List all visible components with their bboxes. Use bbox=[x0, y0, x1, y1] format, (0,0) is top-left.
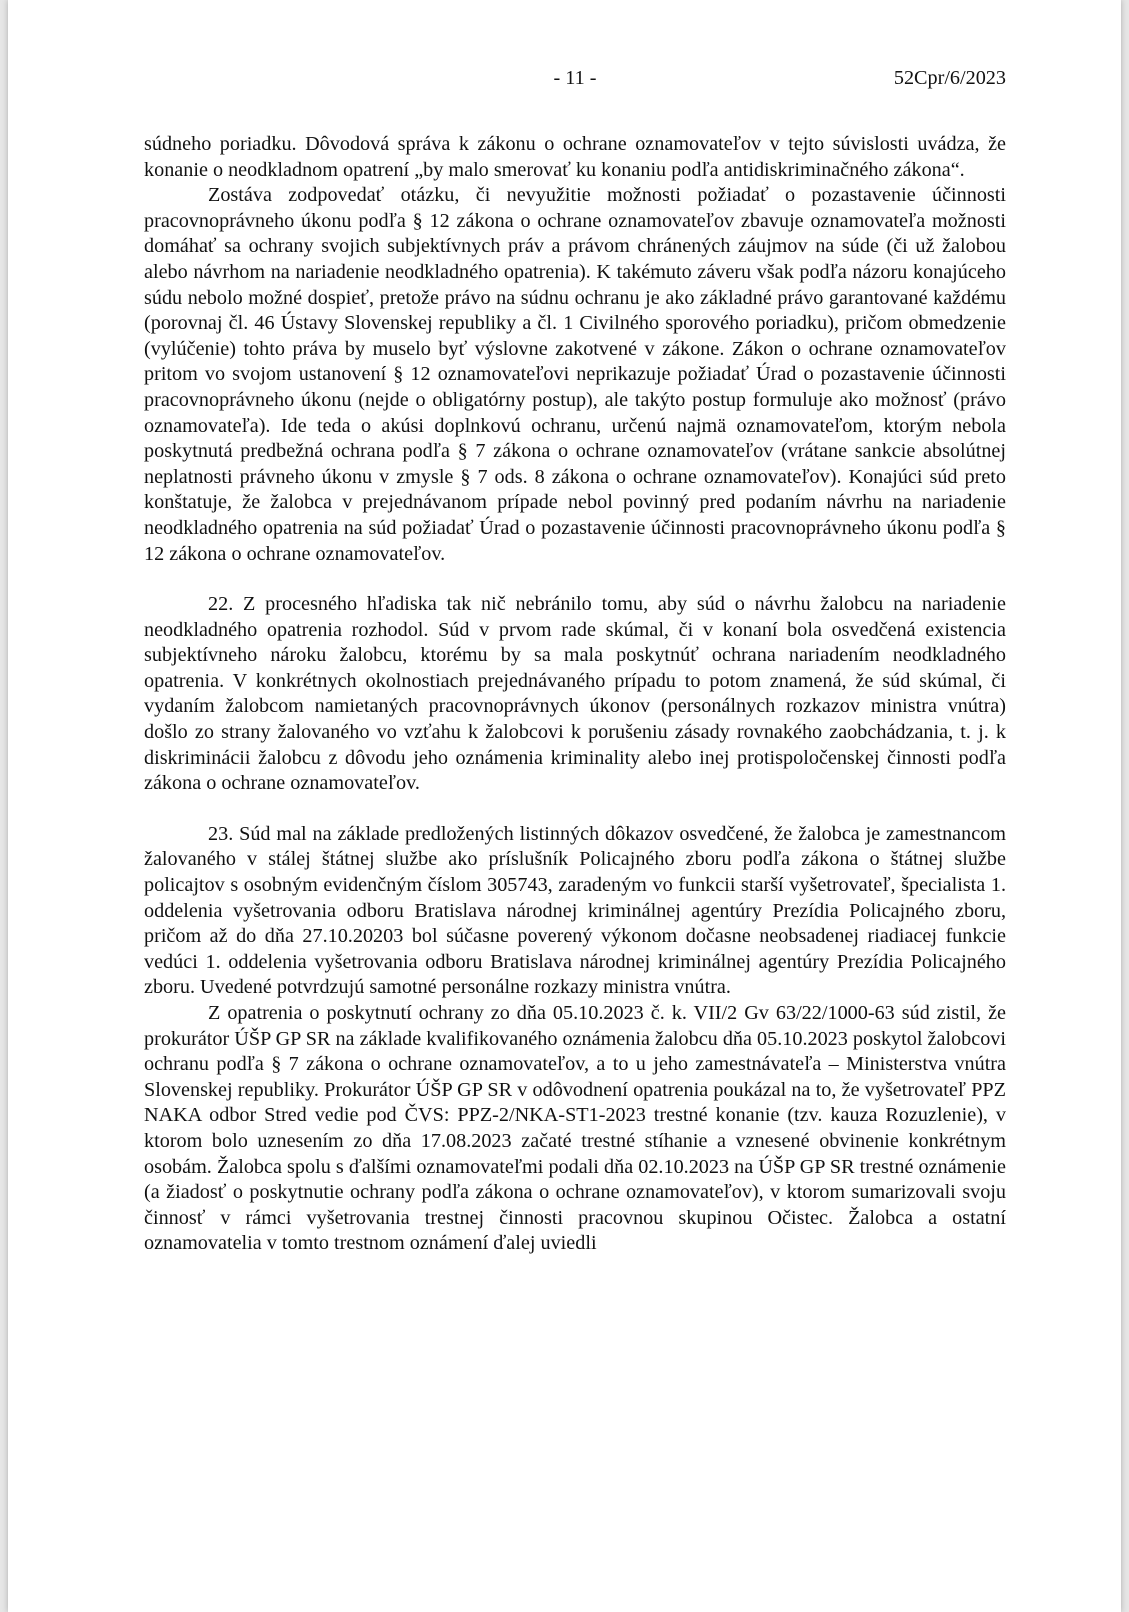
document-body bbox=[144, 132, 1006, 1257]
page-header bbox=[144, 66, 1006, 92]
paragraph-continuation: súdneho poriadku. Dôvodová správa k zákonu o ochrane oznamovateľov v tejto súvislosti uvádza, že konanie o neodkladnom opatrení „by malo smerovať ku konaniu podľa antidiskriminačného zákona“. bbox=[144, 133, 1006, 181]
page-number: - 11 - bbox=[553, 67, 597, 89]
paragraph-21-continued: Zostáva zodpovedať otázku, či nevyužitie možnosti požiadať o pozastavenie účinnosti pracovnoprávneho úkonu podľa § 12 zákona o ochrane oznamovateľov zbavuje oznamovateľa možnosti domáhať sa ochrany svojich subjektívnych práv a právom chránených záujmov na súde (či už žalobou alebo návrhom na nariadenie neodkladného opatrenia). K takémuto záveru však podľa názoru konajúceho súdu nebolo možné dospieť, pretože právo na súdnu ochranu je ako základné právo garantované každému (porovnaj čl. 46 Ústavy Slovenskej republiky a čl. 1 Civilného sporového poriadku), pričom obmedzenie (vylúčenie) tohto práva by muselo byť výslovne zakotvené v zákone. Zákon o ochrane oznamovateľov pritom vo svojom ustanovení § 12 oznamovateľovi neprikazuje požiadať Úrad o pozastavenie účinnosti pracovnoprávneho úkonu (nejde o obligatórny postup), ale takýto postup formuluje ako možnosť (právo oznamovateľa). Ide teda o akúsi doplnkovú ochranu, určenú najmä oznamovateľom, ktorým nebola poskytnutá predbežná ochrana podľa § 7 zákona o ochrane oznamovateľov (vrátane sankcie absolútnej neplatnosti právneho úkonu v zmysle § 7 ods. 8 zákona o ochrane oznamovateľov). Konajúci súd preto konštatuje, že žalobca v prejednávanom prípade nebol povinný pred podaním návrhu na nariadenie neodkladného opatrenia na súd požiadať Úrad o pozastavenie účinnosti pracovnoprávneho úkonu podľa § 12 zákona o ochrane oznamovateľov. bbox=[144, 184, 1006, 565]
paragraph-23: 23. Súd mal na základe predložených listinných dôkazov osvedčené, že žalobca je zamestnancom žalovaného v stálej štátnej službe ako príslušník Policajného zboru podľa zákona o štátnej službe policajtov s osobným evidenčným číslom 305743, zaradeným vo funkcii starší vyšetrovateľ, špecialista 1. oddelenia vyšetrovania odboru Bratislava národnej kriminálnej agentúry Prezídia Policajného zboru, pričom až do dňa 27.10.20203 bol súčasne poverený výkonom dočasne neobsadenej riadiacej funkcie vedúci 1. oddelenia vyšetrovania odboru Bratislava národnej kriminálnej agentúry Prezídia Policajného zboru. Uvedené potvrdzujú samotné personálne rozkazy ministra vnútra. bbox=[144, 822, 1006, 999]
case-number: 52Cpr/6/2023 bbox=[893, 67, 1006, 89]
paragraph-23-continued: Z opatrenia o poskytnutí ochrany zo dňa 05.10.2023 č. k. VII/2 Gv 63/22/1000-63 súd zistil, že prokurátor ÚŠP GP SR na základe kvalifikovaného oznámenia žalobcu dňa 05.10.2023 poskytol žalobcovi ochranu podľa § 7 zákona o ochrane oznamovateľov, a to u jeho zamestnávateľa – Ministerstva vnútra Slovenskej republiky. Prokurátor ÚŠP GP SR v odôvodnení opatrenia poukázal na to, že vyšetrovateľ PPZ NAKA odbor Stred vedie pod ČVS: PPZ-2/NKA-ST1-2023 trestné konanie (tzv. kauza Rozuzlenie), v ktorom bolo uznesením zo dňa 17.08.2023 začaté trestné stíhanie a vznesené obvinenie konkrétnym osobám. Žalobca spolu s ďalšími oznamovateľmi podali dňa 02.10.2023 na ÚŠP GP SR trestné oznámenie (a žiadosť o poskytnutie ochrany podľa zákona o ochrane oznamovateľov), v ktorom sumarizovali svoju činnosť v rámci vyšetrovania trestnej činnosti pracovnou skupinou Očistec. Žalobca a ostatní oznamovatelia v tomto trestnom oznámení ďalej uviedli bbox=[144, 1002, 1006, 1255]
page-content bbox=[144, 66, 1006, 1257]
paragraph-22: 22. Z procesného hľadiska tak nič nebránilo tomu, aby súd o návrhu žalobcu na nariadenie neodkladného opatrenia rozhodol. Súd v prvom rade skúmal, či v konaní bola osvedčená existencia subjektívneho nároku žalobcu, ktorému by sa mala poskytnúť ochrana nariadením neodkladného opatrenia. V konkrétnych okolnostiach prejednávaného prípadu to potom znamená, že súd skúmal, či vydaním žalobcom namietaných pracovnoprávnych úkonov (personálnych rozkazov ministra vnútra) došlo zo strany žalovaného vo vzťahu k žalobcovi k porušeniu zásady rovnakého zaobchádzania, t. j. k diskriminácii žalobcu z dôvodu jeho oznámenia kriminality alebo inej protispoločenskej činnosti podľa zákona o ochrane oznamovateľov. bbox=[144, 593, 1006, 795]
document-page bbox=[8, 0, 1121, 1612]
